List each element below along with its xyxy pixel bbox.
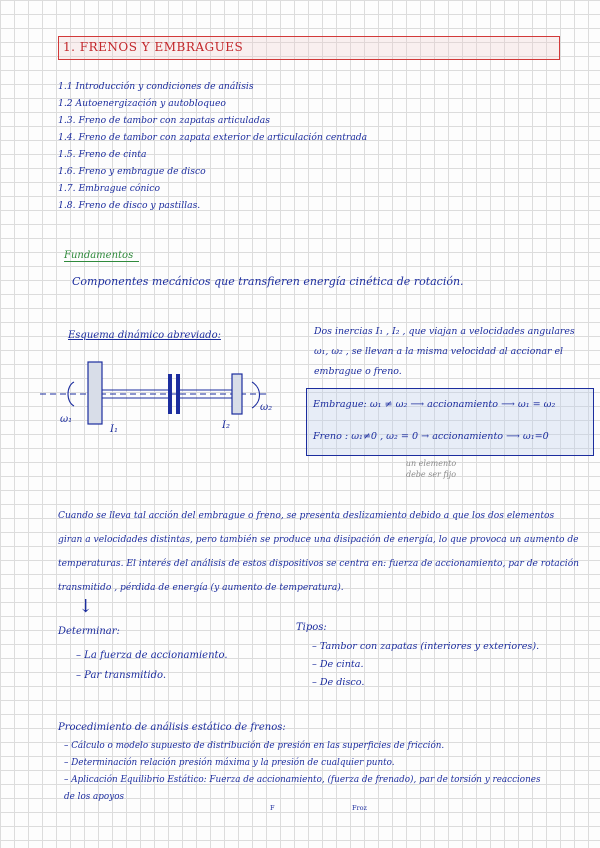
list-item: – Tambor con zapatas (interiores y exteriores). [312,641,540,652]
determinar-title: Determinar: [58,626,120,637]
fundamentos-heading: Fundamentos [64,250,139,262]
toc-item: 1.6. Freno y embrague de disco [58,166,206,177]
procedimiento-title: Procedimiento de análisis estático de frenos: [58,722,286,733]
subscript-f: F [270,804,275,812]
conditions-box [306,388,594,456]
section-title-box [58,36,560,60]
subscript-froz: Froz [352,804,367,812]
clutch-plate-2 [176,374,180,414]
toc-list [58,78,367,214]
shaft-diagram [40,358,280,438]
clutch-plate-1 [168,374,172,414]
inertia-1-label: I₁ [110,424,118,435]
inertia-disk-1 [88,362,102,424]
fixed-element-note: un elemento debe ser fijo [405,459,457,479]
list-item: – Aplicación Equilibrio Estático: Fuerza de accionamiento, (fuerza de frenado), par de torsión y reacciones [64,775,541,785]
toc-item: 1.5. Freno de cinta [58,149,147,160]
rotation-arrow-2 [252,382,260,408]
omega-2-label: ω₂ [260,402,273,413]
list-item: – Par transmitido. [76,670,167,681]
tipos-list [312,638,539,692]
list-item: de los apoyos [64,792,125,802]
list-item: – Cálculo o modelo supuesto de distribución de presión en las superficies de fricción. [64,741,445,751]
list-item: – De cinta. [312,659,364,670]
inertias-description: Dos inercias I₁ , I₂ , que viajan a velocidades angulares ω₁, ω₂ , se llevan a la misma velocidad al accionar el embrague o freno. [314,326,575,377]
toc-item: 1.3. Freno de tambor con zapatas articuladas [58,115,270,126]
section-title: 1. FRENOS Y EMBRAGUES [63,40,244,54]
list-item: – Determinación relación presión máxima y la presión de cualquier punto. [64,758,395,768]
list-item: – La fuerza de accionamiento. [76,650,228,661]
diagram-label: Esquema dinámico abreviado: [68,330,221,341]
procedimiento-list [64,738,541,806]
explanation-paragraph: Cuando se lleva tal acción del embrague o freno, se presenta deslizamiento debido a que los dos elementos giran a velocidades distintas, pero también se produce una disipación de energía, lo que provoca un aumento de temperaturas. El interés del análisis de estos dispositivos se centra en: fuerza de accionamiento, par de rotación transmitido , pérdida de energía (y aumento de temperatura). [58,511,580,593]
embrague-condition: Embrague: ω₁ ≠ ω₂ ⟶ accionamiento ⟶ ω₁ = ω₂ [313,399,556,410]
toc-item: 1.2 Autoenergización y autobloqueo [58,98,226,109]
inertia-disk-2 [232,374,242,414]
down-arrow-icon: ↓ [78,596,94,617]
tipos-title: Tipos: [296,622,327,633]
toc-item: 1.7. Embrague cónico [58,183,160,194]
toc-item: 1.1 Introducción y condiciones de análisis [58,81,254,92]
toc-item: 1.4. Freno de tambor con zapata exterior de articulación centrada [58,132,368,143]
omega-1-label: ω₁ [60,414,73,425]
toc-item: 1.8. Freno de disco y pastillas. [58,200,201,211]
inertia-2-label: I₂ [222,420,230,431]
fundamentos-definition: Componentes mecánicos que transfieren energía cinética de rotación. [72,275,464,288]
freno-condition: Freno : ω₁≠0 , ω₂ = 0 → accionamiento ⟶ ω₁=0 [313,431,549,442]
list-item: – De disco. [312,677,365,688]
determinar-list [76,646,228,686]
